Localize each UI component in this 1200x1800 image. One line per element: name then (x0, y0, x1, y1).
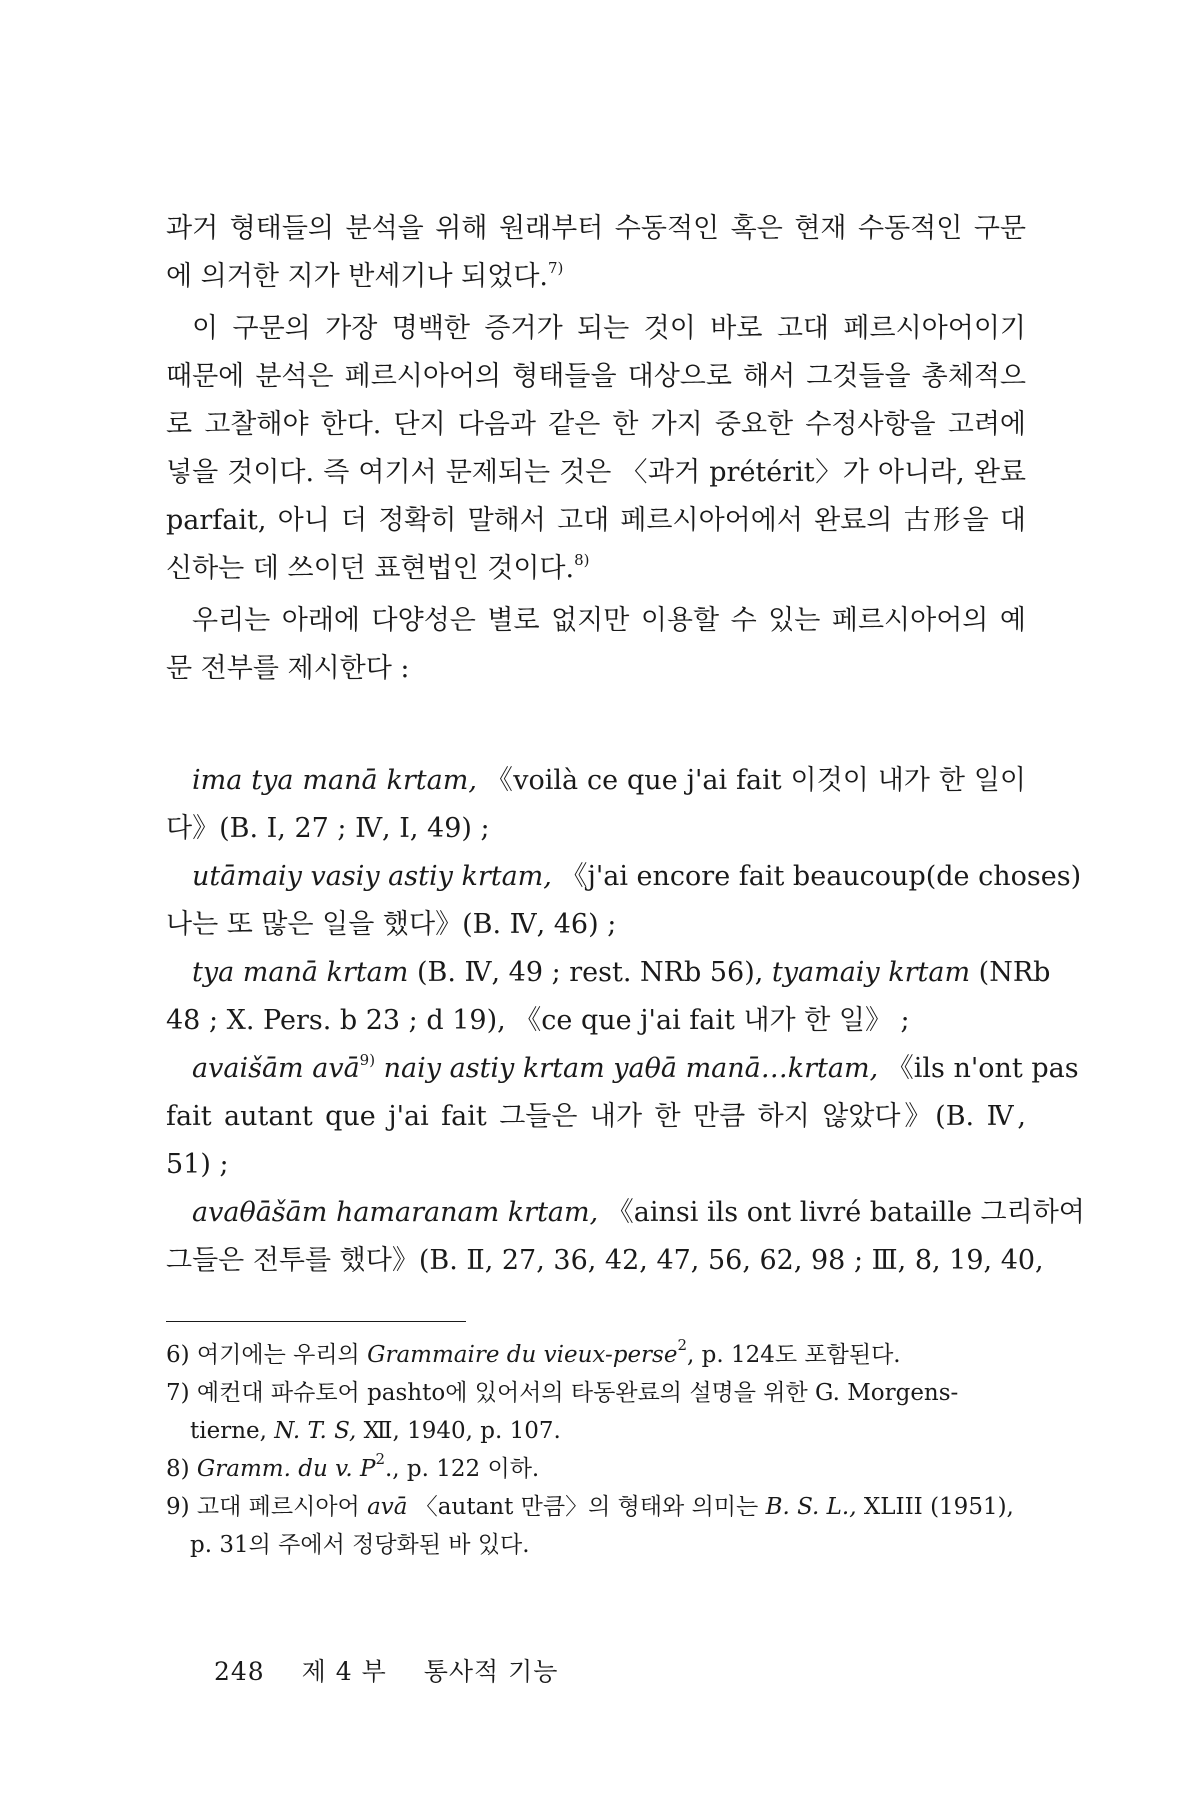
example-5-line-1: avaθāšām hamaranam krtam, 《ainsi ils ont livré bataille 그리하여 (192, 1197, 1085, 1228)
example-5-old-persian: avaθāšām hamaranam krtam, (192, 1197, 599, 1228)
example-4-line-2: fait autant que j'ai fait 그들은 내가 한 만큼 하지 않았다》(B. Ⅳ, (166, 1101, 1026, 1132)
example-1-old-persian: ima tya manā krtam, (192, 765, 477, 796)
chapter-label: 통사적 기능 (423, 1657, 559, 1686)
example-2-line-1: utāmaiy vasiy astiy krtam, 《j'ai encore fait beaucoup(de choses) (192, 861, 1082, 892)
paragraph-3-line-2: 문 전부를 제시한다 : (166, 653, 410, 684)
paragraph-2-line-5: parfait, 아니 더 정확히 말해서 고대 페르시아어에서 완료의 古形을 대 (166, 505, 1026, 536)
paragraph-1-line-2: 에 의거한 지가 반세기나 되었다.$^{7)}$ (166, 259, 564, 292)
example-3-old-persian-b: tyamaiy krtam (771, 957, 971, 988)
page-number: 248 (214, 1657, 265, 1686)
footnote-6: 6) 여기에는 우리의 Grammaire du vieux-perse$^2$, p. 124도 포함된다. (166, 1336, 901, 1368)
example-1-line-1: ima tya manā krtam, 《voilà ce que j'ai fait 이것이 내가 한 일이 (192, 765, 1026, 796)
example-2-old-persian: utāmaiy vasiy astiy krtam, (192, 861, 552, 892)
paragraph-2-line-6: 신하는 데 쓰이던 표현법인 것이다.$^{8)}$ (166, 551, 590, 584)
example-3-line-1: tya manā krtam (B. Ⅳ, 49 ; rest. NRb 56), tyamaiy krtam (NRb (192, 957, 1051, 988)
part-label: 제 4 부 (301, 1657, 387, 1686)
example-1-line-2: 다》(B. I, 27 ; Ⅳ, I, 49) ; (166, 813, 490, 844)
example-3-line-2: 48 ; X. Pers. b 23 ; d 19), 《ce que j'ai fait 내가 한 일》 ; (166, 1005, 910, 1036)
footnote-9-line-1: 9) 고대 페르시아어 avā 〈autant 만큼〉의 형태와 의미는 B. S. L., XLIII (1951), (166, 1494, 1014, 1520)
example-2-line-2: 나는 또 많은 일을 했다》(B. Ⅳ, 46) ; (166, 909, 617, 940)
example-5-line-2: 그들은 전투를 했다》(B. Ⅱ, 27, 36, 42, 47, 56, 62, 98 ; Ⅲ, 8, 19, 40, (166, 1245, 1044, 1276)
paragraph-2-line-2: 때문에 분석은 페르시아어의 형태들을 대상으로 해서 그것들을 총체적으 (166, 361, 1026, 392)
paragraph-2-line-3: 로 고찰해야 한다. 단지 다음과 같은 한 가지 중요한 수정사항을 고려에 (166, 409, 1026, 440)
paragraph-1-line-1: 과거 형태들의 분석을 위해 원래부터 수동적인 혹은 현재 수동적인 구문 (166, 213, 1026, 244)
example-4-line-3: 51) ; (166, 1149, 229, 1180)
footnote-8: 8) Gramm. du v. $P^2$., p. 122 이하. (166, 1450, 540, 1482)
footnote-ref-8: 8) (574, 551, 590, 569)
example-4-old-persian-b: naiy astiy krtam yaθā manā…krtam, (375, 1053, 879, 1084)
footnote-ref-7: 7) (547, 259, 564, 277)
footnote-ref-9: 9) (359, 1051, 376, 1069)
paragraph-3-line-1: 우리는 아래에 다양성은 별로 없지만 이용할 수 있는 페르시아어의 예 (192, 605, 1026, 636)
footnote-9-line-2: p. 31의 주에서 정당화된 바 있다. (190, 1532, 530, 1558)
page-body (166, 205, 1085, 1564)
example-4-line-1: avaišām avā$^{9)}$ naiy astiy krtam yaθā manā…krtam, 《ils n'ont pas (192, 1051, 1079, 1084)
paragraph-2-line-4: 넣을 것이다. 즉 여기서 문제되는 것은 〈과거 prétérit〉가 아니라, 완료 (166, 457, 1026, 488)
footnote-7-line-1: 7) 예컨대 파슈토어 pashto에 있어서의 타동완료의 설명을 위한 G. Morgens- (166, 1380, 959, 1406)
footnote-7-line-2: tierne, N. T. S, Ⅻ, 1940, p. 107. (190, 1418, 561, 1444)
example-4-old-persian-a: avaišām avā (192, 1053, 360, 1084)
page-footer (214, 1652, 586, 1688)
footnote-divider (166, 1321, 466, 1322)
paragraph-2-line-1: 이 구문의 가장 명백한 증거가 되는 것이 바로 고대 페르시아어이기 (192, 313, 1026, 344)
example-3-old-persian-a: tya manā krtam (192, 957, 409, 988)
